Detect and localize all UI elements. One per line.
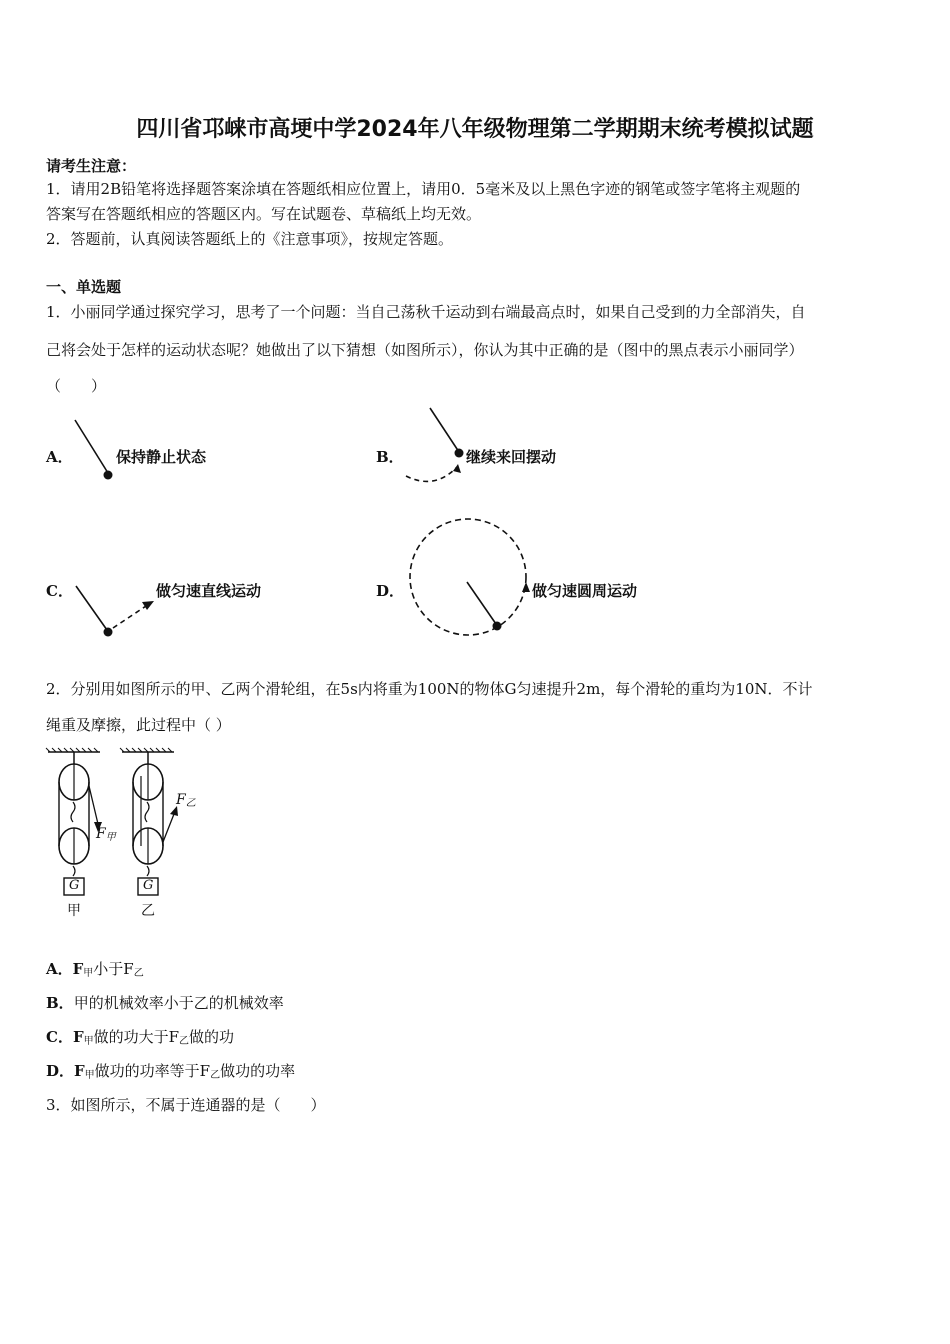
- q2-text-line1: 2．分别用如图所示的甲、乙两个滑轮组，在5s内将重为100N的物体G匀速提升2m，每个滑轮的重均为10N．不计: [46, 680, 813, 698]
- notice-heading: 请考生注意：: [46, 157, 137, 175]
- q2-option-d: D．$F_甲$做功的功率等于$F_乙$做功的功率: [46, 1062, 296, 1081]
- girl-dot: [104, 628, 113, 637]
- q1-option-c-label: 做匀速直线运动: [156, 582, 262, 600]
- pulley-system-yi: [120, 748, 178, 895]
- girl-dot: [493, 622, 502, 631]
- q1-option-c-figure: [70, 580, 160, 645]
- q1-option-d-letter: D．: [376, 582, 405, 600]
- page-title: 四川省邛崃市高埂中学2024年八年级物理第二学期期末统考模拟试题: [136, 117, 814, 142]
- figure-label-yi: 乙: [141, 903, 155, 919]
- q1-text-line2: 己将会处于怎样的运动状态呢？她做出了以下猜想（如图所示），你认为其中正确的是（图中的黑点表示小丽同学）: [46, 341, 804, 359]
- q1-option-a-letter: A．: [46, 448, 73, 466]
- q2-option-c: C．$F_甲$做的功大于$F_乙$做的功: [46, 1028, 235, 1047]
- q1-option-a-figure: [70, 415, 120, 485]
- q2-pulley-figure: [40, 746, 210, 924]
- load-label-yi: G: [143, 878, 154, 893]
- q1-option-b-letter: B．: [376, 448, 404, 466]
- q1-option-d-figure: [403, 512, 533, 644]
- q1-option-b-label: 继续来回摆动: [466, 448, 557, 466]
- arrow-head: [522, 582, 530, 592]
- q1-option-b-figure: [398, 402, 470, 490]
- arrow-head: [142, 601, 154, 610]
- notice-line-1b: 答案写在答题纸相应的答题区内。写在试题卷、草稿纸上均无效。: [46, 205, 482, 223]
- q2-option-a: A．$F_甲$小于$F_乙$: [46, 960, 144, 979]
- load-label-jia: G: [69, 878, 80, 893]
- swing-rope: [430, 408, 459, 452]
- q1-option-c-letter: C．: [46, 582, 73, 600]
- q3-text: 3．如图所示，不属于连通器的是（ ）: [46, 1096, 326, 1114]
- girl-dot: [455, 449, 464, 458]
- q1-option-a-label: 保持静止状态: [116, 448, 207, 466]
- section-heading: 一、单选题: [46, 278, 122, 296]
- force-label-jia: $F_甲$: [96, 826, 116, 843]
- q1-text-line1: 1．小丽同学通过探究学习，思考了一个问题：当自己荡秋千运动到右端最高点时，如果自己受到的力全部消失，自: [46, 303, 806, 321]
- swing-rope: [76, 586, 107, 630]
- figure-label-jia: 甲: [67, 903, 81, 919]
- q2-option-b: B．甲的机械效率小于乙的机械效率: [46, 994, 284, 1012]
- arrow-head: [453, 464, 461, 473]
- circular-path: [410, 519, 526, 635]
- swing-rope: [467, 582, 496, 624]
- swing-path-arc: [406, 468, 456, 481]
- notice-line-1a: 1．请用2B铅笔将选择题答案涂填在答题纸相应位置上，请用0．5毫米及以上黑色字迹的钢笔或签字笔将主观题的: [46, 180, 801, 198]
- straight-path: [113, 606, 146, 628]
- q1-option-d-label: 做匀速圆周运动: [532, 582, 638, 600]
- swing-rope: [75, 420, 108, 473]
- notice-line-2: 2．答题前，认真阅读答题纸上的《注意事项》，按规定答题。: [46, 230, 454, 248]
- force-label-yi: $F_乙$: [176, 792, 196, 809]
- girl-dot: [104, 471, 113, 480]
- pulley-system-jia: [46, 748, 102, 895]
- q2-text-line2: 绳重及摩擦，此过程中（ ）: [46, 716, 231, 734]
- q1-blank: （ ）: [46, 377, 107, 395]
